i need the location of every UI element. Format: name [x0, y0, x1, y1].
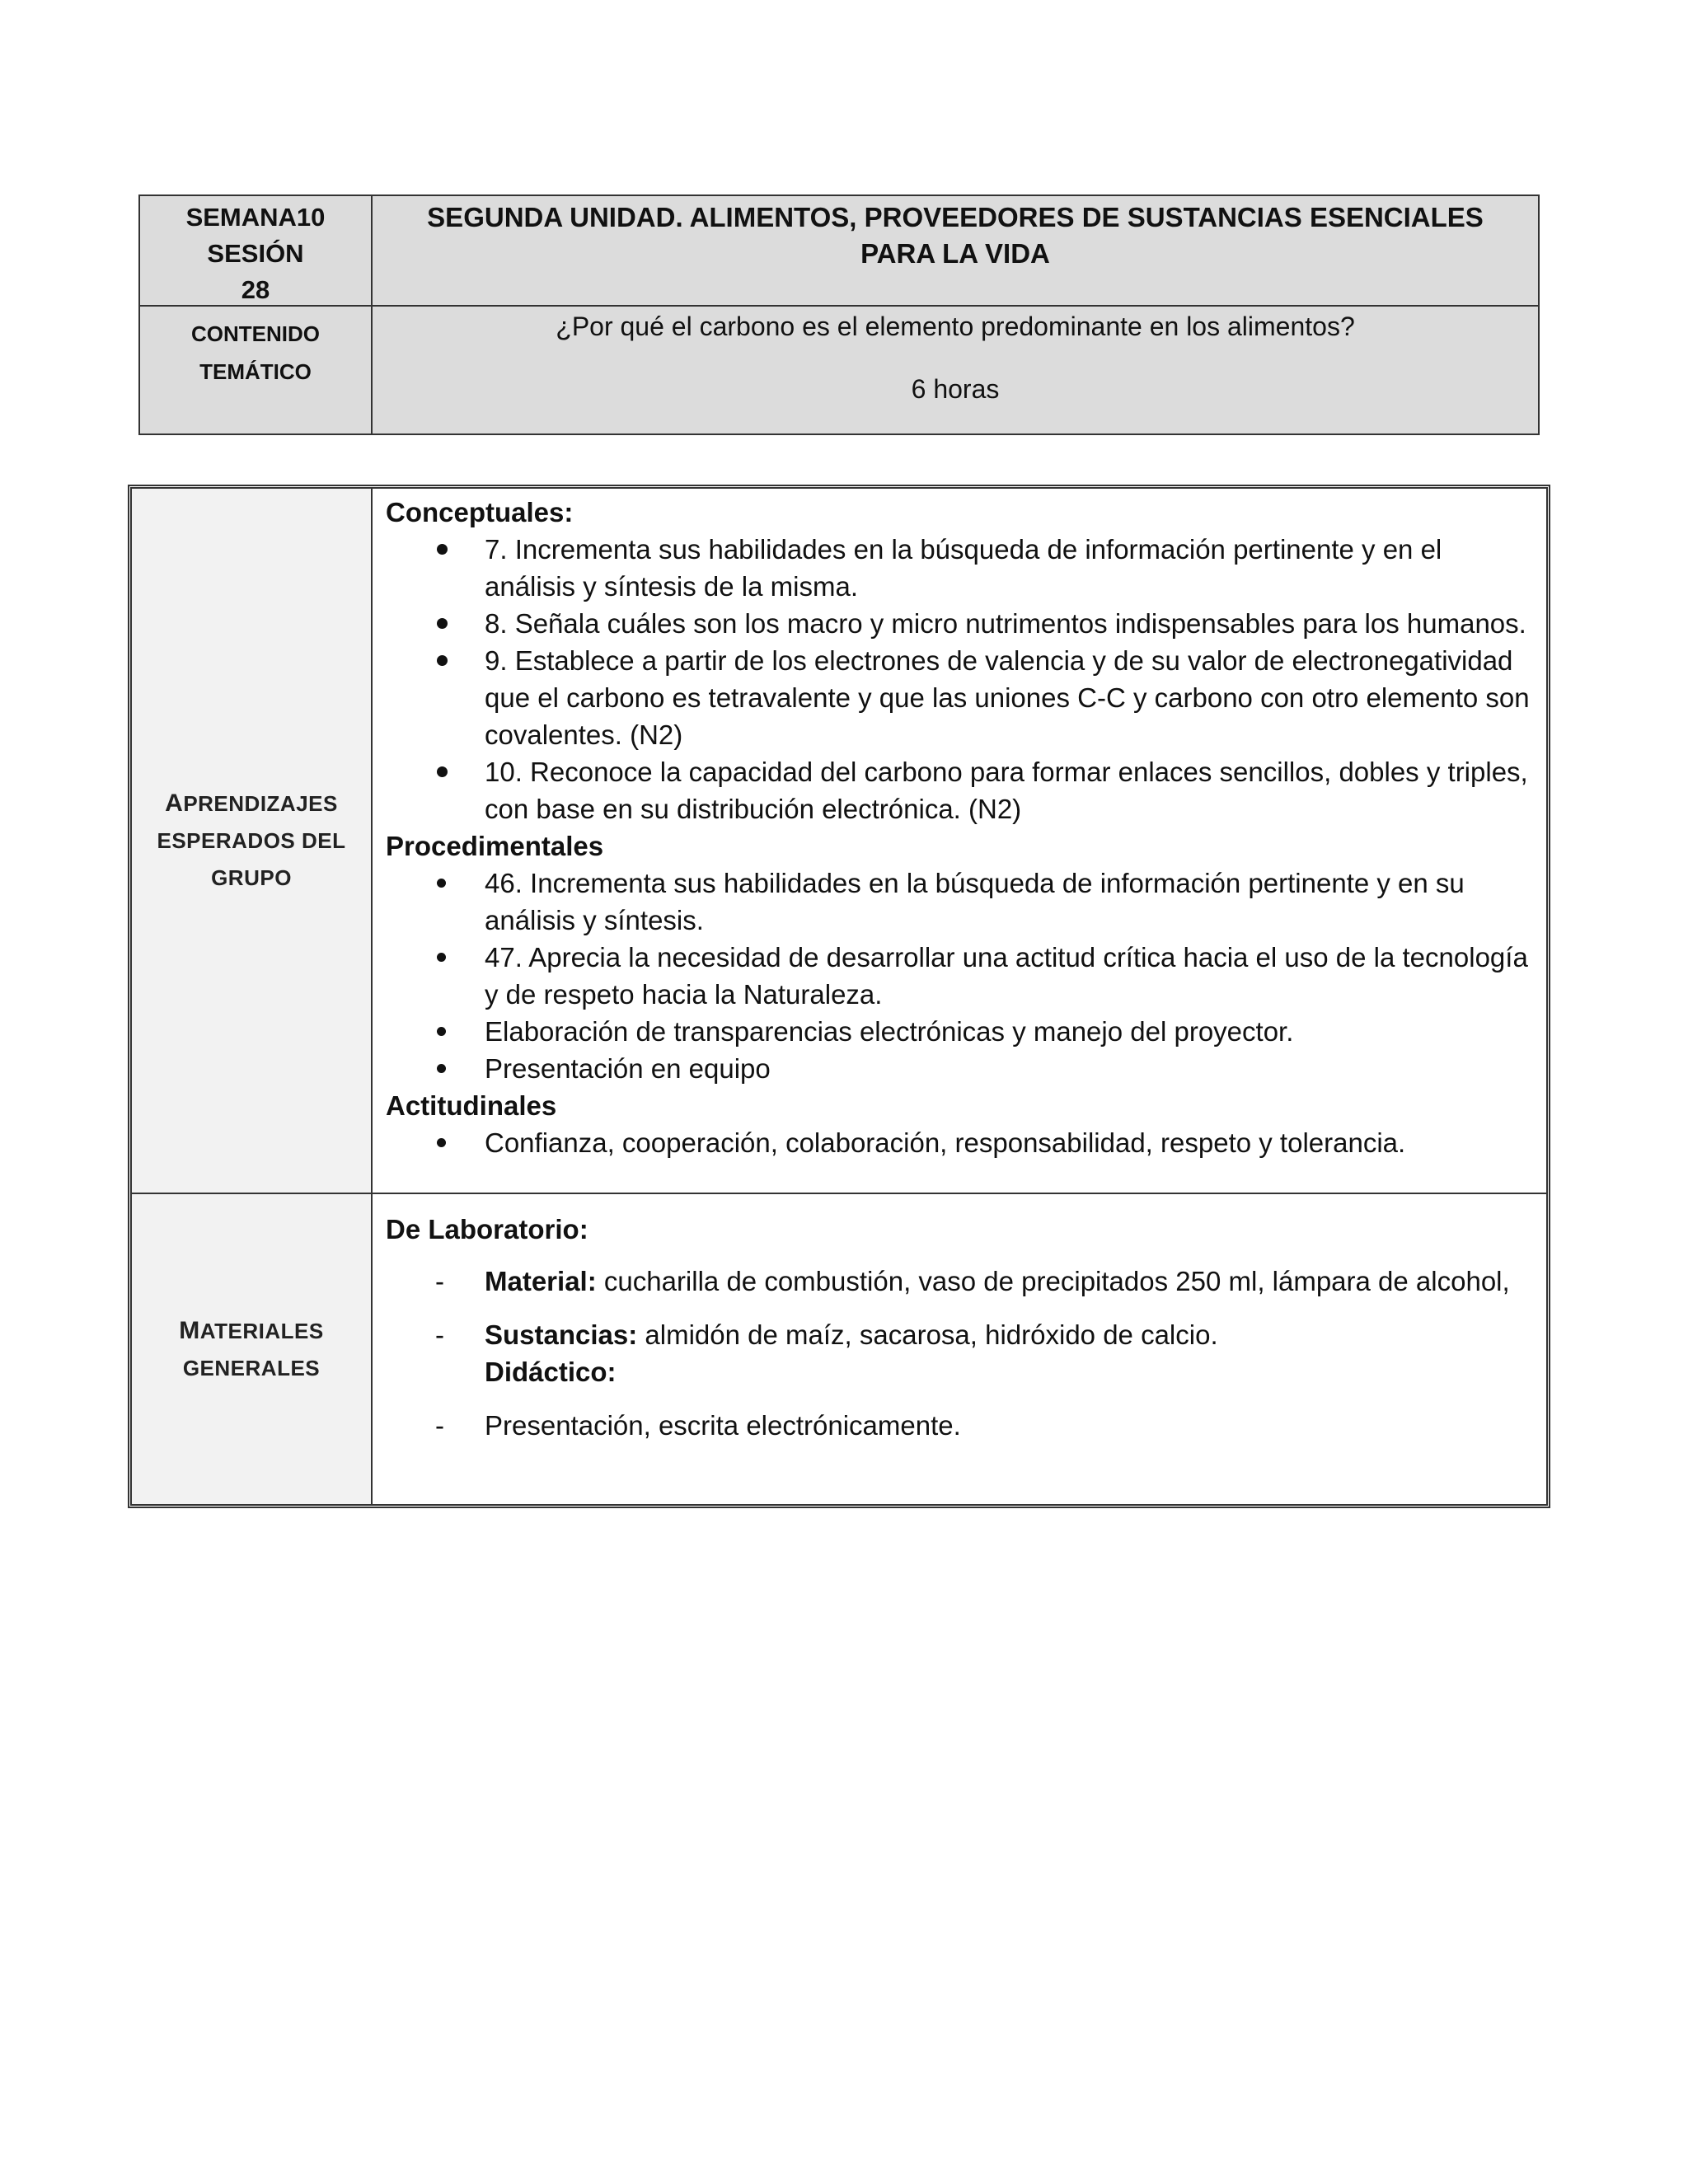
sustancias-label: Sustancias: — [485, 1319, 638, 1350]
conceptuales-heading: Conceptuales: — [386, 497, 574, 527]
semana-line — [140, 199, 371, 236]
contenido-label-line1: CONTENIDO — [191, 321, 320, 346]
list-item — [386, 1050, 1533, 1087]
laboratorio-heading: De Laboratorio: — [386, 1214, 588, 1244]
list-item — [386, 1316, 1533, 1390]
bullet-icon — [437, 1027, 446, 1036]
dash-marker: - — [435, 1266, 444, 1296]
list-item-text: 8. Señala cuáles son los macro y micro nutrimentos indispensables para los humanos. — [485, 608, 1526, 639]
materiales-list — [386, 1263, 1533, 1444]
tema-hours: 6 horas — [911, 374, 1000, 404]
dash-marker: - — [435, 1319, 444, 1350]
unit-title: SEGUNDA UNIDAD. ALIMENTOS, PROVEEDORES DE SUSTANCIAS ESENCIALES PARA LA VIDA — [427, 202, 1484, 269]
material-text: cucharilla de combustión, vaso de precipitados 250 ml, lámpara de alcohol, — [596, 1266, 1510, 1296]
conceptuales-list — [386, 531, 1533, 827]
tema-question: ¿Por qué el carbono es el elemento predominante en los alimentos? — [556, 312, 1355, 341]
list-item — [386, 1407, 1533, 1444]
bullet-icon — [437, 1064, 446, 1073]
bullet-icon — [437, 655, 448, 666]
session-header-table — [138, 194, 1540, 435]
semana-number: 10 — [296, 203, 326, 232]
list-item-text: Elaboración de transparencias electrónicas y manejo del proyector. — [485, 1016, 1294, 1047]
aprendizajes-label-line1: APRENDIZAJES — [165, 790, 338, 817]
presentacion-text: Presentación, escrita electrónicamente. — [485, 1410, 961, 1441]
list-item — [386, 939, 1533, 1013]
bullet-icon — [437, 1138, 446, 1147]
list-item-text: 9. Establece a partir de los electrones de valencia y de su valor de electronegatividad que el carbono es tetravalente y que las uniones C-C y carbono con otro elemento son covalentes. (N2) — [485, 645, 1530, 750]
aprendizajes-label-line3: GRUPO — [211, 865, 292, 890]
list-item-text: 47. Aprecia la necesidad de desarrollar una actitud crítica hacia el uso de la tecnología y de respeto hacia la Naturaleza. — [485, 942, 1528, 1010]
list-item — [386, 531, 1533, 605]
list-item — [386, 1124, 1533, 1161]
aprendizajes-label-line2: ESPERADOS DEL — [157, 828, 346, 853]
bullet-icon — [437, 953, 446, 962]
list-item-text: 7. Incrementa sus habilidades en la búsqueda de información pertinente y en el análisis y síntesis de la misma. — [485, 534, 1442, 602]
aprendizajes-label-cell — [132, 489, 373, 1194]
aprendizajes-content — [373, 489, 1546, 1194]
contenido-label-line2: TEMÁTICO — [199, 359, 312, 384]
material-label: Material: — [485, 1266, 597, 1296]
aprendizajes-label-rest: PRENDIZAJES — [183, 791, 338, 816]
procedimentales-list — [386, 865, 1533, 1087]
semana-sesion-cell — [140, 196, 373, 307]
sesion-number: 28 — [241, 275, 270, 304]
bullet-icon — [437, 618, 448, 629]
semana-label: SEMANA — [185, 203, 297, 232]
actitudinales-heading: Actitudinales — [386, 1090, 557, 1121]
materiales-label-line2: GENERALES — [182, 1355, 321, 1380]
list-item-text: Confianza, cooperación, colaboración, responsabilidad, respeto y tolerancia. — [485, 1127, 1406, 1158]
materiales-label-cell — [132, 1194, 373, 1504]
contenido-label-cell — [140, 307, 373, 434]
actitudinales-list — [386, 1124, 1533, 1161]
procedimentales-heading: Procedimentales — [386, 831, 604, 861]
bullet-icon — [437, 766, 448, 777]
materiales-label-rest: ATERIALES — [199, 1318, 324, 1343]
list-item — [386, 1263, 1533, 1300]
bullet-icon — [437, 544, 448, 555]
didactico-heading: Didáctico: — [485, 1357, 617, 1387]
dash-marker: - — [435, 1410, 444, 1441]
list-item — [386, 753, 1533, 827]
materiales-label-line1: MATERIALES — [179, 1316, 324, 1344]
tema-cell — [373, 307, 1538, 434]
list-item — [386, 865, 1533, 939]
learning-plan-table — [128, 485, 1550, 1508]
list-item-text: 10. Reconoce la capacidad del carbono para formar enlaces sencillos, dobles y triples, con base en su distribución electrónica. (N2) — [485, 757, 1528, 824]
list-item — [386, 1013, 1533, 1050]
materiales-content — [373, 1194, 1546, 1504]
list-item-text: Presentación en equipo — [485, 1053, 771, 1084]
list-item-text: 46. Incrementa sus habilidades en la búsqueda de información pertinente y en su análisis y síntesis. — [485, 868, 1465, 935]
list-item — [386, 605, 1533, 642]
bullet-icon — [437, 879, 446, 888]
unit-title-cell — [373, 196, 1538, 307]
sesion-label: SESIÓN — [207, 239, 304, 268]
list-item — [386, 642, 1533, 753]
sustancias-text: almidón de maíz, sacarosa, hidróxido de calcio. — [637, 1319, 1218, 1350]
